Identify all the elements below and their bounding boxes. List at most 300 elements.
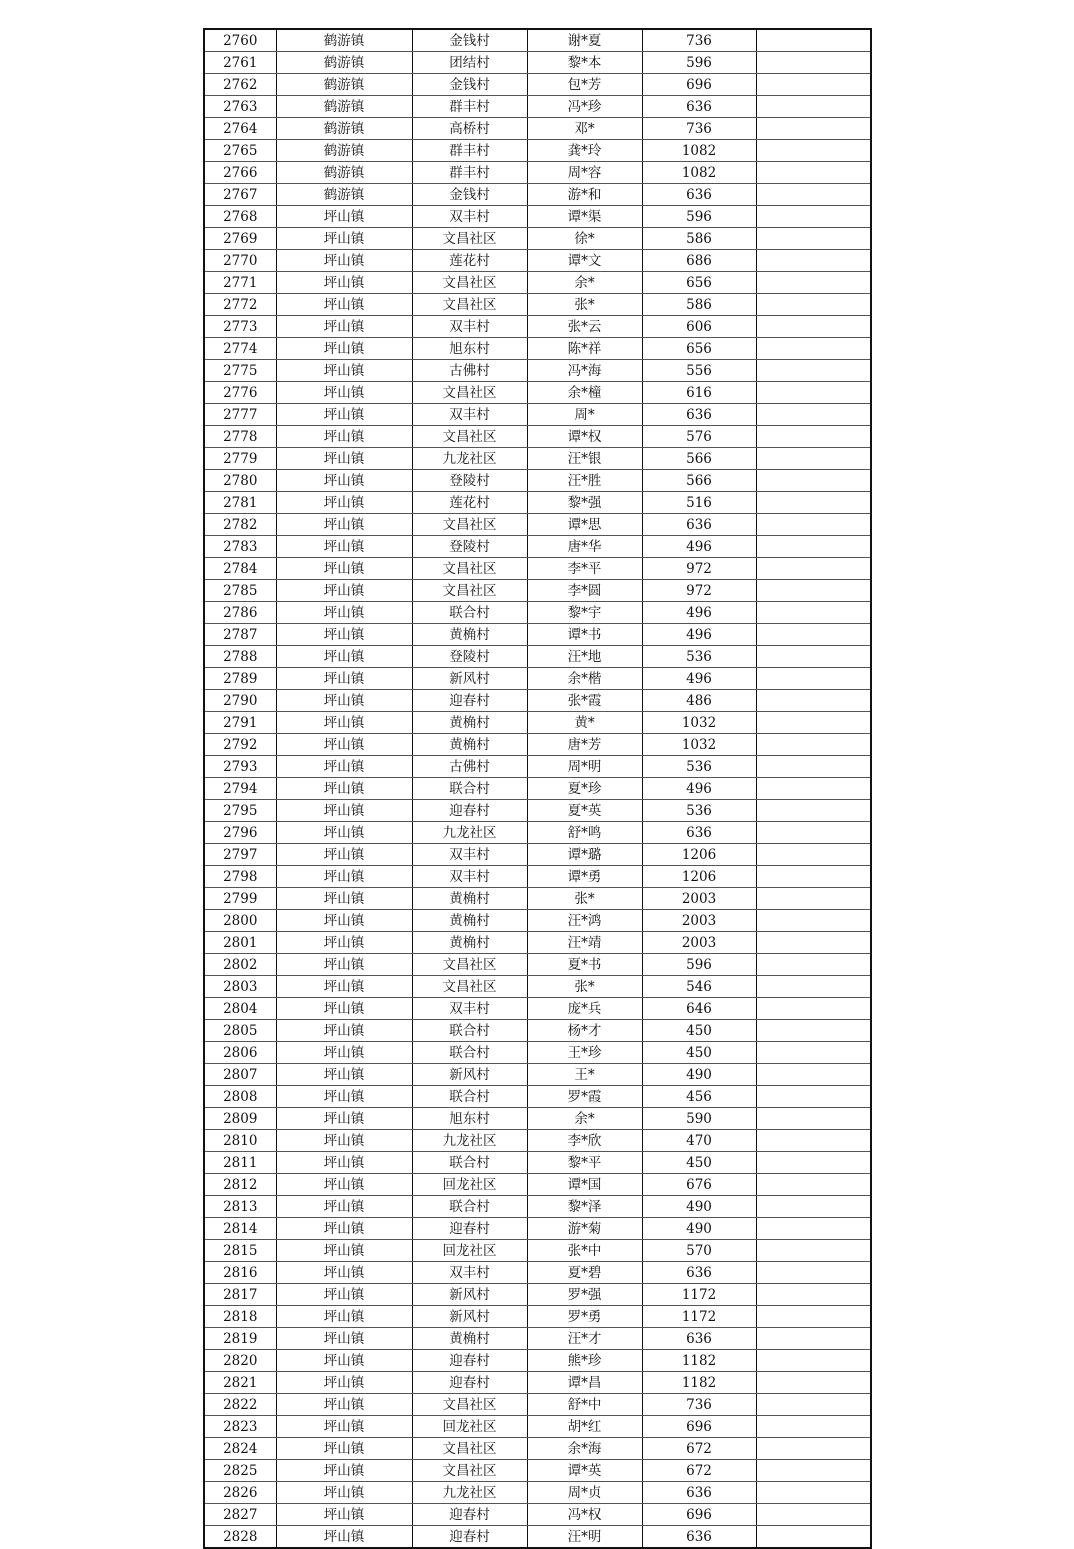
table-row <box>204 954 871 976</box>
amount-cell: 972 <box>642 580 756 602</box>
village-cell: 九龙社区 <box>412 1130 527 1152</box>
amount-cell: 736 <box>642 29 756 52</box>
serial-number-cell: 2777 <box>204 404 276 426</box>
town-cell: 坪山镇 <box>276 1284 412 1306</box>
name-cell: 周*贞 <box>527 1482 642 1504</box>
table-row <box>204 1284 871 1306</box>
village-cell: 文昌社区 <box>412 382 527 404</box>
village-cell: 古佛村 <box>412 360 527 382</box>
village-cell: 双丰村 <box>412 866 527 888</box>
town-cell: 坪山镇 <box>276 800 412 822</box>
table-row <box>204 976 871 998</box>
serial-number-cell: 2823 <box>204 1416 276 1438</box>
serial-number-cell: 2803 <box>204 976 276 998</box>
table-row <box>204 712 871 734</box>
name-cell: 谭*文 <box>527 250 642 272</box>
amount-cell: 490 <box>642 1218 756 1240</box>
serial-number-cell: 2770 <box>204 250 276 272</box>
name-cell: 余*海 <box>527 1438 642 1460</box>
town-cell: 坪山镇 <box>276 580 412 602</box>
table-row <box>204 228 871 250</box>
amount-cell: 1082 <box>642 140 756 162</box>
town-cell: 鹤游镇 <box>276 96 412 118</box>
name-cell: 邓* <box>527 118 642 140</box>
village-cell: 旭东村 <box>412 1108 527 1130</box>
name-cell: 冯*海 <box>527 360 642 382</box>
amount-cell: 586 <box>642 228 756 250</box>
table-row <box>204 29 871 52</box>
serial-number-cell: 2784 <box>204 558 276 580</box>
name-cell: 游*和 <box>527 184 642 206</box>
serial-number-cell: 2760 <box>204 29 276 52</box>
amount-cell: 656 <box>642 338 756 360</box>
serial-number-cell: 2822 <box>204 1394 276 1416</box>
village-cell: 双丰村 <box>412 844 527 866</box>
name-cell: 余* <box>527 1108 642 1130</box>
name-cell: 谭*璐 <box>527 844 642 866</box>
town-cell: 坪山镇 <box>276 1372 412 1394</box>
remark-cell <box>756 360 871 382</box>
village-cell: 迎春村 <box>412 800 527 822</box>
village-cell: 双丰村 <box>412 404 527 426</box>
serial-number-cell: 2820 <box>204 1350 276 1372</box>
serial-number-cell: 2763 <box>204 96 276 118</box>
village-cell: 文昌社区 <box>412 1394 527 1416</box>
remark-cell <box>756 184 871 206</box>
table-row <box>204 668 871 690</box>
serial-number-cell: 2801 <box>204 932 276 954</box>
name-cell: 李*欣 <box>527 1130 642 1152</box>
remark-cell <box>756 294 871 316</box>
amount-cell: 596 <box>642 206 756 228</box>
table-row <box>204 756 871 778</box>
village-cell: 黄桷村 <box>412 910 527 932</box>
town-cell: 坪山镇 <box>276 404 412 426</box>
table-row <box>204 162 871 184</box>
remark-cell <box>756 140 871 162</box>
remark-cell <box>756 1130 871 1152</box>
remark-cell <box>756 1394 871 1416</box>
amount-cell: 1182 <box>642 1350 756 1372</box>
table-row <box>204 140 871 162</box>
name-cell: 庞*兵 <box>527 998 642 1020</box>
village-cell: 回龙社区 <box>412 1174 527 1196</box>
village-cell: 双丰村 <box>412 316 527 338</box>
amount-cell: 546 <box>642 976 756 998</box>
name-cell: 谭*渠 <box>527 206 642 228</box>
town-cell: 坪山镇 <box>276 1262 412 1284</box>
village-cell: 金钱村 <box>412 29 527 52</box>
remark-cell <box>756 1086 871 1108</box>
name-cell: 夏*书 <box>527 954 642 976</box>
remark-cell <box>756 448 871 470</box>
name-cell: 汪*鸿 <box>527 910 642 932</box>
name-cell: 汪*才 <box>527 1328 642 1350</box>
name-cell: 舒*中 <box>527 1394 642 1416</box>
name-cell: 冯*权 <box>527 1504 642 1526</box>
name-cell: 龚*玲 <box>527 140 642 162</box>
serial-number-cell: 2783 <box>204 536 276 558</box>
remark-cell <box>756 1328 871 1350</box>
town-cell: 坪山镇 <box>276 1460 412 1482</box>
amount-cell: 536 <box>642 800 756 822</box>
amount-cell: 696 <box>642 74 756 96</box>
serial-number-cell: 2797 <box>204 844 276 866</box>
remark-cell <box>756 1240 871 1262</box>
name-cell: 陈*祥 <box>527 338 642 360</box>
remark-cell <box>756 470 871 492</box>
town-cell: 坪山镇 <box>276 294 412 316</box>
town-cell: 坪山镇 <box>276 998 412 1020</box>
table-row <box>204 52 871 74</box>
table-row <box>204 492 871 514</box>
serial-number-cell: 2809 <box>204 1108 276 1130</box>
table-row <box>204 470 871 492</box>
serial-number-cell: 2815 <box>204 1240 276 1262</box>
amount-cell: 536 <box>642 756 756 778</box>
village-cell: 迎春村 <box>412 690 527 712</box>
remark-cell <box>756 1174 871 1196</box>
village-cell: 群丰村 <box>412 162 527 184</box>
table-row <box>204 1350 871 1372</box>
village-cell: 文昌社区 <box>412 426 527 448</box>
table-row <box>204 1152 871 1174</box>
name-cell: 王* <box>527 1064 642 1086</box>
name-cell: 余* <box>527 272 642 294</box>
village-cell: 联合村 <box>412 1042 527 1064</box>
town-cell: 坪山镇 <box>276 1174 412 1196</box>
village-cell: 莲花村 <box>412 250 527 272</box>
table-row <box>204 800 871 822</box>
remark-cell <box>756 1482 871 1504</box>
town-cell: 坪山镇 <box>276 558 412 580</box>
serial-number-cell: 2805 <box>204 1020 276 1042</box>
remark-cell <box>756 910 871 932</box>
remark-cell <box>756 514 871 536</box>
town-cell: 坪山镇 <box>276 1416 412 1438</box>
remark-cell <box>756 712 871 734</box>
remark-cell <box>756 932 871 954</box>
table-row <box>204 514 871 536</box>
town-cell: 坪山镇 <box>276 1196 412 1218</box>
amount-cell: 1172 <box>642 1306 756 1328</box>
village-cell: 联合村 <box>412 1152 527 1174</box>
serial-number-cell: 2778 <box>204 426 276 448</box>
remark-cell <box>756 822 871 844</box>
table-row <box>204 1020 871 1042</box>
name-cell: 周*容 <box>527 162 642 184</box>
serial-number-cell: 2774 <box>204 338 276 360</box>
table-row <box>204 1438 871 1460</box>
remark-cell <box>756 1064 871 1086</box>
serial-number-cell: 2786 <box>204 602 276 624</box>
serial-number-cell: 2812 <box>204 1174 276 1196</box>
name-cell: 罗*霞 <box>527 1086 642 1108</box>
village-cell: 迎春村 <box>412 1504 527 1526</box>
remark-cell <box>756 74 871 96</box>
village-cell: 迎春村 <box>412 1350 527 1372</box>
amount-cell: 1032 <box>642 734 756 756</box>
serial-number-cell: 2780 <box>204 470 276 492</box>
remark-cell <box>756 492 871 514</box>
town-cell: 坪山镇 <box>276 1042 412 1064</box>
remark-cell <box>756 976 871 998</box>
table-row <box>204 382 871 404</box>
village-cell: 文昌社区 <box>412 514 527 536</box>
town-cell: 坪山镇 <box>276 1504 412 1526</box>
village-cell: 文昌社区 <box>412 1460 527 1482</box>
name-cell: 张* <box>527 294 642 316</box>
serial-number-cell: 2821 <box>204 1372 276 1394</box>
village-cell: 文昌社区 <box>412 1438 527 1460</box>
serial-number-cell: 2771 <box>204 272 276 294</box>
table-row <box>204 1196 871 1218</box>
table-body <box>204 29 871 1548</box>
village-cell: 双丰村 <box>412 206 527 228</box>
remark-cell <box>756 162 871 184</box>
table-row <box>204 1306 871 1328</box>
serial-number-cell: 2795 <box>204 800 276 822</box>
town-cell: 坪山镇 <box>276 1394 412 1416</box>
remark-cell <box>756 580 871 602</box>
name-cell: 汪*地 <box>527 646 642 668</box>
serial-number-cell: 2824 <box>204 1438 276 1460</box>
village-cell: 文昌社区 <box>412 580 527 602</box>
town-cell: 坪山镇 <box>276 910 412 932</box>
serial-number-cell: 2785 <box>204 580 276 602</box>
town-cell: 坪山镇 <box>276 624 412 646</box>
remark-cell <box>756 690 871 712</box>
remark-cell <box>756 29 871 52</box>
table-row <box>204 1372 871 1394</box>
amount-cell: 1206 <box>642 866 756 888</box>
table-row <box>204 404 871 426</box>
serial-number-cell: 2807 <box>204 1064 276 1086</box>
amount-cell: 490 <box>642 1196 756 1218</box>
serial-number-cell: 2813 <box>204 1196 276 1218</box>
village-cell: 新风村 <box>412 1064 527 1086</box>
village-cell: 新风村 <box>412 1284 527 1306</box>
table-row <box>204 580 871 602</box>
village-cell: 九龙社区 <box>412 448 527 470</box>
name-cell: 舒*鸣 <box>527 822 642 844</box>
village-cell: 黄桷村 <box>412 624 527 646</box>
name-cell: 汪*胜 <box>527 470 642 492</box>
town-cell: 坪山镇 <box>276 1020 412 1042</box>
village-cell: 新风村 <box>412 1306 527 1328</box>
table-row <box>204 338 871 360</box>
amount-cell: 636 <box>642 1482 756 1504</box>
serial-number-cell: 2790 <box>204 690 276 712</box>
serial-number-cell: 2764 <box>204 118 276 140</box>
town-cell: 坪山镇 <box>276 382 412 404</box>
remark-cell <box>756 646 871 668</box>
town-cell: 坪山镇 <box>276 602 412 624</box>
amount-cell: 646 <box>642 998 756 1020</box>
name-cell: 汪*明 <box>527 1526 642 1549</box>
village-cell: 金钱村 <box>412 184 527 206</box>
table-row <box>204 1416 871 1438</box>
serial-number-cell: 2808 <box>204 1086 276 1108</box>
name-cell: 张*中 <box>527 1240 642 1262</box>
table-row <box>204 272 871 294</box>
remark-cell <box>756 96 871 118</box>
table-row <box>204 206 871 228</box>
town-cell: 坪山镇 <box>276 1526 412 1549</box>
serial-number-cell: 2782 <box>204 514 276 536</box>
village-cell: 文昌社区 <box>412 294 527 316</box>
village-cell: 登陵村 <box>412 536 527 558</box>
amount-cell: 496 <box>642 624 756 646</box>
name-cell: 黎*本 <box>527 52 642 74</box>
name-cell: 李*圆 <box>527 580 642 602</box>
amount-cell: 736 <box>642 1394 756 1416</box>
amount-cell: 556 <box>642 360 756 382</box>
serial-number-cell: 2772 <box>204 294 276 316</box>
serial-number-cell: 2796 <box>204 822 276 844</box>
remark-cell <box>756 1218 871 1240</box>
remark-cell <box>756 844 871 866</box>
table-row <box>204 426 871 448</box>
table-row <box>204 998 871 1020</box>
table-row <box>204 1064 871 1086</box>
town-cell: 坪山镇 <box>276 426 412 448</box>
table-row <box>204 74 871 96</box>
town-cell: 坪山镇 <box>276 272 412 294</box>
town-cell: 坪山镇 <box>276 1086 412 1108</box>
town-cell: 坪山镇 <box>276 844 412 866</box>
table-row <box>204 1042 871 1064</box>
amount-cell: 616 <box>642 382 756 404</box>
town-cell: 鹤游镇 <box>276 184 412 206</box>
remark-cell <box>756 228 871 250</box>
village-cell: 双丰村 <box>412 1262 527 1284</box>
name-cell: 黄* <box>527 712 642 734</box>
data-table <box>203 28 872 1549</box>
name-cell: 谭*书 <box>527 624 642 646</box>
amount-cell: 496 <box>642 602 756 624</box>
village-cell: 九龙社区 <box>412 822 527 844</box>
town-cell: 坪山镇 <box>276 1482 412 1504</box>
town-cell: 坪山镇 <box>276 866 412 888</box>
village-cell: 迎春村 <box>412 1526 527 1549</box>
name-cell: 游*菊 <box>527 1218 642 1240</box>
table-row <box>204 778 871 800</box>
town-cell: 鹤游镇 <box>276 52 412 74</box>
remark-cell <box>756 1504 871 1526</box>
amount-cell: 576 <box>642 426 756 448</box>
name-cell: 熊*珍 <box>527 1350 642 1372</box>
name-cell: 夏*珍 <box>527 778 642 800</box>
name-cell: 罗*强 <box>527 1284 642 1306</box>
serial-number-cell: 2819 <box>204 1328 276 1350</box>
town-cell: 坪山镇 <box>276 1064 412 1086</box>
remark-cell <box>756 52 871 74</box>
serial-number-cell: 2826 <box>204 1482 276 1504</box>
name-cell: 谭*英 <box>527 1460 642 1482</box>
remark-cell <box>756 668 871 690</box>
town-cell: 坪山镇 <box>276 360 412 382</box>
name-cell: 李*平 <box>527 558 642 580</box>
serial-number-cell: 2798 <box>204 866 276 888</box>
name-cell: 谭*勇 <box>527 866 642 888</box>
serial-number-cell: 2779 <box>204 448 276 470</box>
name-cell: 包*芳 <box>527 74 642 96</box>
table-row <box>204 1460 871 1482</box>
town-cell: 鹤游镇 <box>276 29 412 52</box>
amount-cell: 696 <box>642 1504 756 1526</box>
remark-cell <box>756 382 871 404</box>
amount-cell: 636 <box>642 1262 756 1284</box>
village-cell: 黄桷村 <box>412 1328 527 1350</box>
name-cell: 黎*平 <box>527 1152 642 1174</box>
serial-number-cell: 2811 <box>204 1152 276 1174</box>
name-cell: 唐*芳 <box>527 734 642 756</box>
table-row <box>204 844 871 866</box>
serial-number-cell: 2793 <box>204 756 276 778</box>
serial-number-cell: 2767 <box>204 184 276 206</box>
name-cell: 唐*华 <box>527 536 642 558</box>
table-row <box>204 866 871 888</box>
serial-number-cell: 2802 <box>204 954 276 976</box>
remark-cell <box>756 998 871 1020</box>
serial-number-cell: 2791 <box>204 712 276 734</box>
village-cell: 回龙社区 <box>412 1416 527 1438</box>
amount-cell: 636 <box>642 184 756 206</box>
remark-cell <box>756 316 871 338</box>
name-cell: 余*橦 <box>527 382 642 404</box>
amount-cell: 450 <box>642 1020 756 1042</box>
table-row <box>204 602 871 624</box>
serial-number-cell: 2800 <box>204 910 276 932</box>
serial-number-cell: 2765 <box>204 140 276 162</box>
town-cell: 坪山镇 <box>276 1306 412 1328</box>
amount-cell: 1032 <box>642 712 756 734</box>
remark-cell <box>756 888 871 910</box>
village-cell: 黄桷村 <box>412 712 527 734</box>
remark-cell <box>756 778 871 800</box>
village-cell: 联合村 <box>412 778 527 800</box>
village-cell: 莲花村 <box>412 492 527 514</box>
table-row <box>204 1240 871 1262</box>
table-row <box>204 624 871 646</box>
remark-cell <box>756 206 871 228</box>
serial-number-cell: 2781 <box>204 492 276 514</box>
amount-cell: 596 <box>642 52 756 74</box>
amount-cell: 590 <box>642 1108 756 1130</box>
name-cell: 张*云 <box>527 316 642 338</box>
amount-cell: 672 <box>642 1460 756 1482</box>
remark-cell <box>756 1020 871 1042</box>
amount-cell: 972 <box>642 558 756 580</box>
town-cell: 坪山镇 <box>276 1152 412 1174</box>
amount-cell: 2003 <box>642 932 756 954</box>
town-cell: 坪山镇 <box>276 448 412 470</box>
table-row <box>204 932 871 954</box>
town-cell: 鹤游镇 <box>276 118 412 140</box>
town-cell: 坪山镇 <box>276 206 412 228</box>
name-cell: 汪*靖 <box>527 932 642 954</box>
amount-cell: 606 <box>642 316 756 338</box>
village-cell: 新风村 <box>412 668 527 690</box>
town-cell: 坪山镇 <box>276 734 412 756</box>
amount-cell: 566 <box>642 448 756 470</box>
village-cell: 联合村 <box>412 1086 527 1108</box>
serial-number-cell: 2762 <box>204 74 276 96</box>
serial-number-cell: 2761 <box>204 52 276 74</box>
name-cell: 杨*才 <box>527 1020 642 1042</box>
table-row <box>204 1218 871 1240</box>
